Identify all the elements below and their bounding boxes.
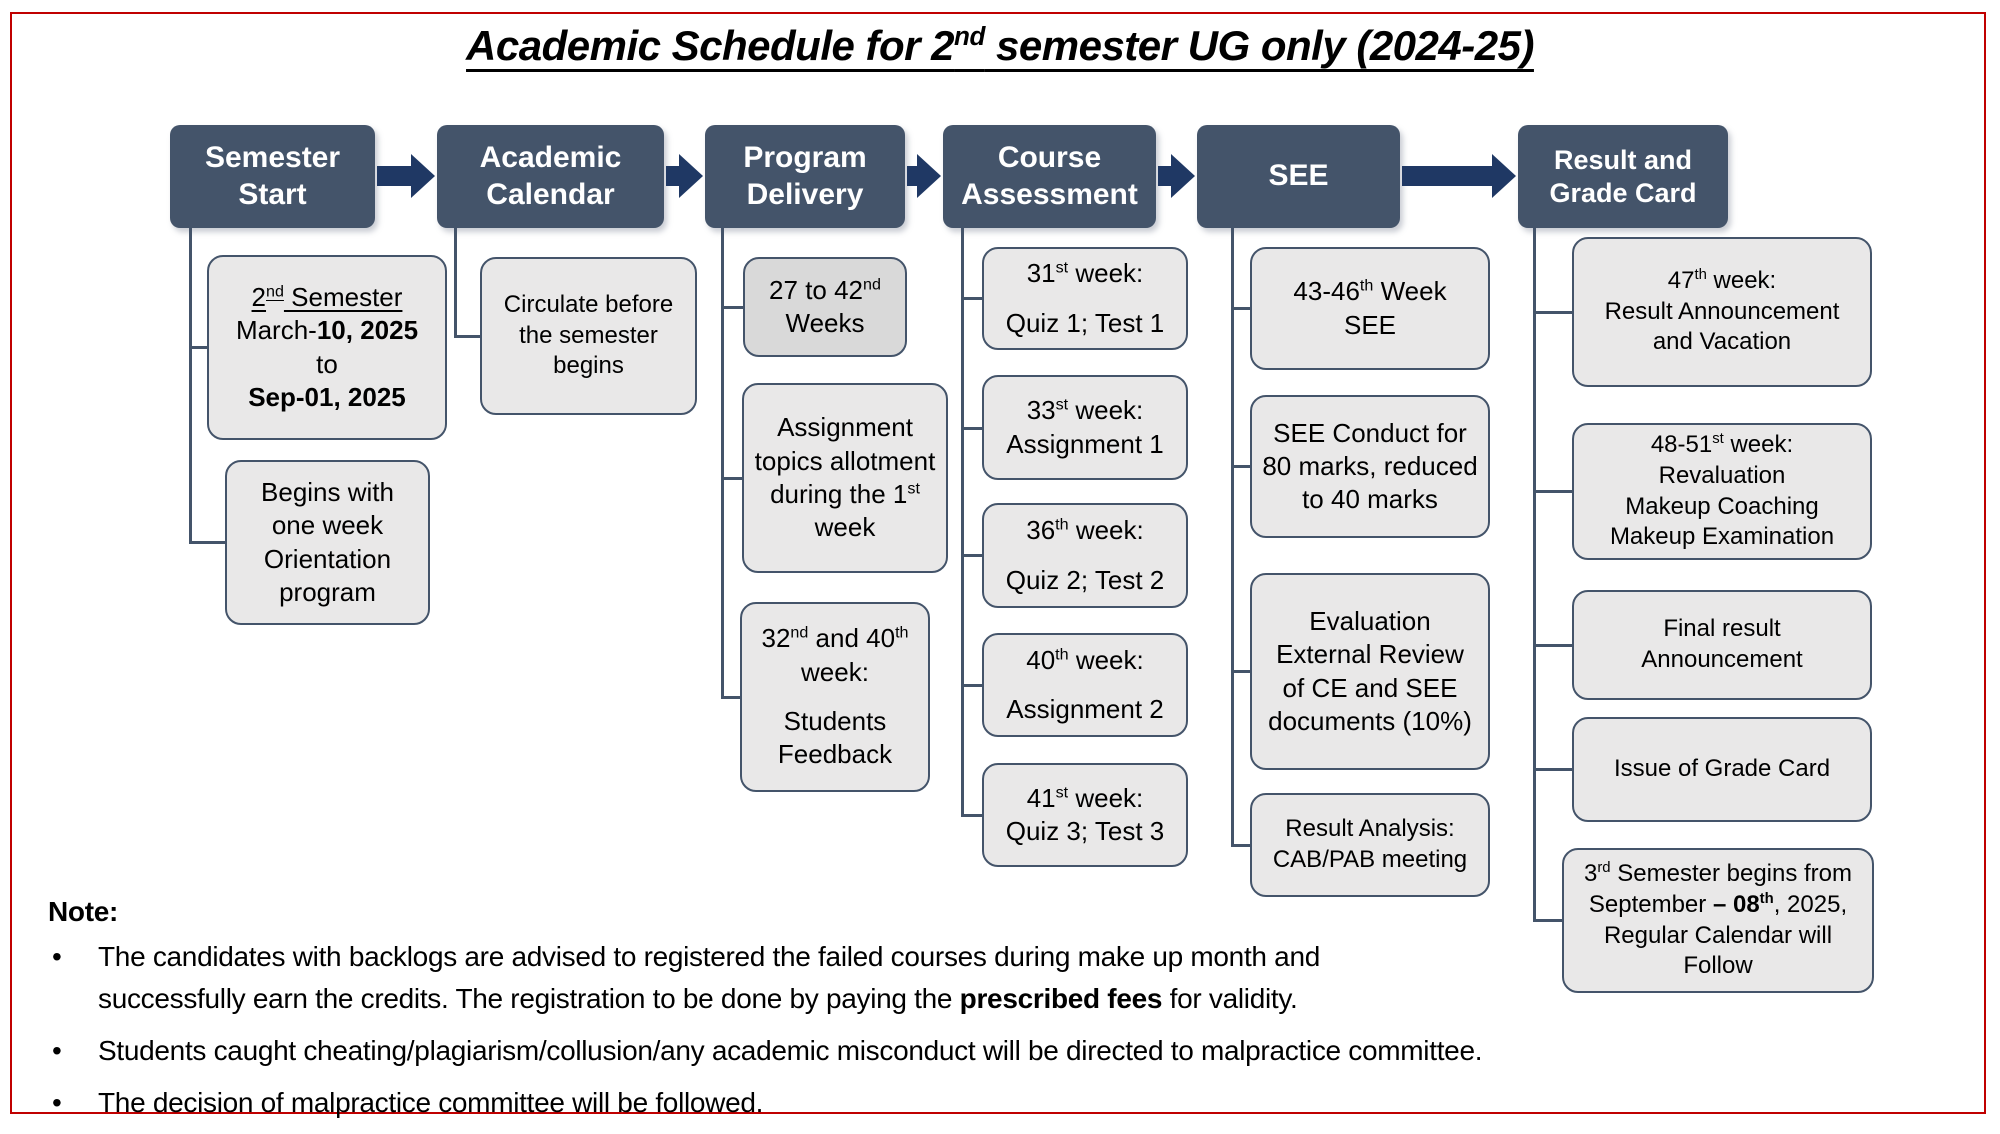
- box-issue-grade-card: Issue of Grade Card: [1572, 717, 1872, 822]
- arrow-shaft: [377, 166, 413, 186]
- arrow-head: [411, 154, 435, 198]
- connector-line: [961, 427, 984, 430]
- arrow-head: [1171, 154, 1195, 198]
- connector-line: [721, 477, 744, 480]
- connector-line: [961, 814, 984, 817]
- connector-line: [1533, 311, 1574, 314]
- box-revaluation-makeup: 48-51st week: Revaluation Makeup Coaching Makeup Examination: [1572, 423, 1872, 560]
- box-3rd-semester-begins: 3rd Semester begins from September – 08th, 2025, Regular Calendar will Follow: [1562, 848, 1874, 993]
- note-bullet-text: Students caught cheating/plagiarism/collusion/any academic misconduct will be directed to malpractice committee.: [98, 1035, 1483, 1066]
- connector-line: [1533, 768, 1574, 771]
- connector-line: [961, 228, 964, 817]
- bullet-icon: •: [52, 941, 62, 972]
- connector-line: [721, 696, 742, 699]
- box-see-conduct-marks: SEE Conduct for 80 marks, reduced to 40 marks: [1250, 395, 1490, 538]
- connector-line: [189, 541, 227, 544]
- connector-line: [721, 228, 724, 699]
- note-label: Note:: [48, 896, 119, 927]
- stage-header-program-delivery: Program Delivery: [705, 125, 905, 228]
- flow-arrow-icon: [377, 154, 435, 198]
- arrow-head: [1492, 154, 1516, 198]
- arrow-head: [917, 154, 941, 198]
- connector-line: [961, 554, 984, 557]
- connector-line: [1533, 919, 1564, 922]
- note-bullet-text: The decision of malpractice committee will be followed.: [98, 1087, 764, 1118]
- flow-arrow-icon: [1158, 154, 1195, 198]
- connector-line: [1231, 465, 1252, 468]
- box-final-result: Final result Announcement: [1572, 590, 1872, 700]
- box-circulate-calendar: Circulate before the semester begins: [480, 257, 697, 415]
- note-bullet: [48, 1030, 1482, 1072]
- bullet-icon: •: [52, 1087, 62, 1118]
- box-week36-quiz2-test2: 36th week: Quiz 2; Test 2: [982, 503, 1188, 608]
- box-evaluation-external-review: Evaluation External Review of CE and SEE documents (10%): [1250, 573, 1490, 770]
- stage-header-see: SEE: [1197, 125, 1400, 228]
- arrow-shaft: [1402, 166, 1494, 186]
- flow-arrow-icon: [1402, 154, 1516, 198]
- box-assignment-topics: Assignment topics allotment during the 1st week: [742, 383, 948, 573]
- box-week40-assignment2: 40th week: Assignment 2: [982, 633, 1188, 737]
- box-week33-assignment1: 33st week: Assignment 1: [982, 375, 1188, 480]
- connector-line: [1533, 228, 1536, 922]
- page-title: [0, 22, 2000, 70]
- stage-header-academic-calendar: Academic Calendar: [437, 125, 664, 228]
- box-result-analysis: Result Analysis: CAB/PAB meeting: [1250, 793, 1490, 897]
- connector-line: [454, 335, 482, 338]
- connector-line: [189, 228, 192, 544]
- flow-arrow-icon: [907, 154, 941, 198]
- flow-arrow-icon: [666, 154, 703, 198]
- stage-header-result-grade-card: Result and Grade Card: [1518, 125, 1728, 228]
- connector-line: [961, 684, 984, 687]
- note-bullet: [48, 1082, 1482, 1124]
- connector-line: [1533, 644, 1574, 647]
- connector-line: [1533, 490, 1574, 493]
- note-bullet-text: The candidates with backlogs are advised to registered the failed courses during make up month and successfully earn the credits. The registration to be done by paying the prescribed fees for validity.: [98, 941, 1321, 1014]
- connector-line: [1231, 307, 1252, 310]
- stage-header-course-assessment: Course Assessment: [943, 125, 1156, 228]
- connector-line: [961, 297, 984, 300]
- connector-line: [721, 306, 745, 309]
- connector-line: [1231, 670, 1252, 673]
- connector-line: [189, 346, 209, 349]
- box-see-weeks: 43-46th Week SEE: [1250, 247, 1490, 370]
- connector-line: [1231, 228, 1234, 847]
- box-week47-result-vacation: 47th week: Result Announcement and Vacation: [1572, 237, 1872, 387]
- box-orientation-program: Begins with one week Orientation program: [225, 460, 430, 625]
- note-section: [48, 896, 1482, 1134]
- connector-line: [1231, 844, 1252, 847]
- note-bullet: [48, 936, 1482, 1020]
- arrow-head: [679, 154, 703, 198]
- box-week31-quiz1-test1: 31st week: Quiz 1; Test 1: [982, 247, 1188, 350]
- box-week41-quiz3-test3: 41st week: Quiz 3; Test 3: [982, 763, 1188, 867]
- box-semester-dates: 2nd Semester March-10, 2025 to Sep-01, 2025: [207, 255, 447, 440]
- page-title-text: Academic Schedule for 2nd semester UG only (2024-25): [466, 21, 1534, 69]
- connector-line: [454, 228, 457, 338]
- stage-header-semester-start: Semester Start: [170, 125, 375, 228]
- box-teaching-weeks: 27 to 42nd Weeks: [743, 257, 907, 357]
- bullet-icon: •: [52, 1035, 62, 1066]
- box-students-feedback: 32nd and 40th week: Students Feedback: [740, 602, 930, 792]
